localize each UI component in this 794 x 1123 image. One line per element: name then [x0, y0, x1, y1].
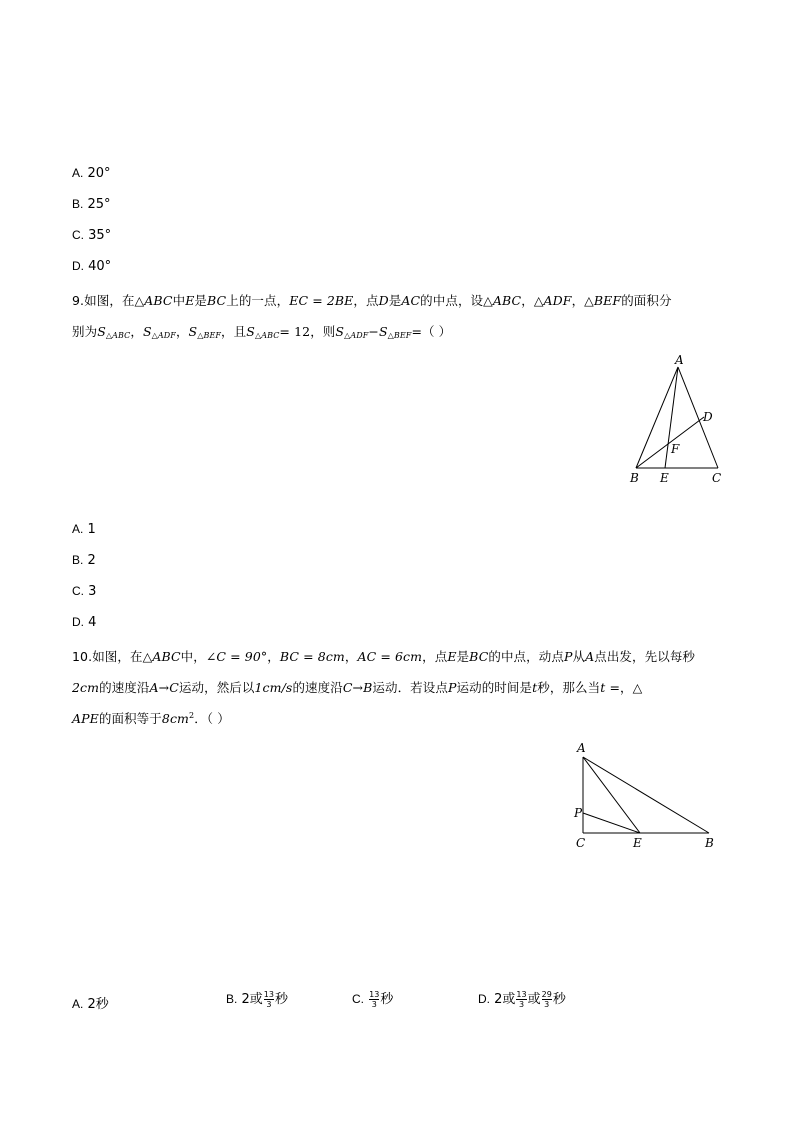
label-b: B	[705, 836, 714, 850]
math: S	[378, 324, 388, 339]
math: 8cm	[161, 711, 189, 726]
numerator: 29	[541, 990, 552, 999]
text: 的面积分	[621, 293, 672, 308]
text: 的中点，动点	[488, 649, 564, 664]
math: C→B	[342, 680, 373, 695]
denominator: 3	[369, 999, 379, 1009]
denominator: 3	[264, 999, 274, 1009]
q9-option-c[interactable]	[72, 584, 96, 599]
q9-figure	[620, 350, 730, 490]
math: BC = 8cm	[279, 649, 345, 664]
fraction	[264, 990, 274, 1009]
text: 如图，在	[92, 649, 143, 664]
q10-line-3	[72, 709, 230, 727]
numerator: 13	[369, 990, 380, 999]
triangle-symbol: △	[134, 293, 145, 308]
label-b: B	[630, 471, 639, 485]
math: S	[97, 324, 106, 339]
option-value: 35°	[88, 228, 112, 243]
text: 且	[233, 324, 247, 339]
segment-pe	[583, 813, 640, 833]
option-text: 2或	[241, 992, 263, 1007]
q10-option-a[interactable]	[72, 993, 109, 1012]
denominator: 3	[516, 999, 526, 1009]
q8-option-a[interactable]	[72, 166, 111, 181]
option-label: C.	[72, 228, 84, 242]
text: ，	[130, 324, 143, 339]
q8-option-d[interactable]	[72, 259, 111, 274]
option-text: 秒	[380, 992, 394, 1007]
q9-option-b[interactable]	[72, 553, 96, 568]
math: S	[246, 324, 255, 339]
text: 如图，在	[84, 293, 135, 308]
label-c: C	[712, 471, 722, 485]
q8-option-c[interactable]	[72, 228, 111, 243]
label-e: E	[660, 471, 669, 485]
option-label: A.	[72, 166, 84, 180]
label-c: C	[576, 836, 586, 850]
math: 2cm	[72, 680, 100, 695]
math: t	[532, 680, 538, 695]
question-number: 10.	[72, 649, 93, 664]
text: 点出发，先以每秒	[594, 649, 696, 664]
q9-option-a[interactable]	[72, 522, 96, 537]
math: D	[378, 293, 389, 308]
fraction	[516, 990, 526, 1009]
text: 别为	[72, 324, 98, 339]
text: 是	[456, 649, 470, 664]
math: 1cm/s	[254, 680, 293, 695]
label-p: P	[574, 806, 583, 820]
text: ，点	[353, 293, 379, 308]
q8-option-b[interactable]	[72, 197, 111, 212]
option-text: 秒	[274, 992, 288, 1007]
math: ABC	[492, 293, 522, 308]
option-label: D.	[478, 992, 490, 1006]
text: 中	[172, 293, 186, 308]
q9-line-2	[72, 322, 451, 340]
math: S	[335, 324, 345, 339]
denominator: 3	[542, 999, 552, 1009]
label-f: F	[671, 442, 680, 456]
label-e: E	[633, 836, 642, 850]
text: 是	[388, 293, 402, 308]
segment-ae	[583, 757, 640, 833]
triangle-symbol: △	[142, 649, 153, 664]
text: =（ ）	[411, 324, 452, 339]
option-label: B.	[72, 553, 84, 567]
math: ABC	[144, 293, 173, 308]
math: t =	[600, 680, 621, 695]
math: BC	[469, 649, 489, 664]
option-value: 2	[87, 553, 96, 568]
option-text: 2或	[494, 992, 516, 1007]
text: ，	[221, 324, 234, 339]
triangle-symbol: △	[483, 293, 493, 308]
subscript: △ADF	[344, 331, 369, 340]
text: 秒，那么当	[537, 680, 601, 695]
option-label: D.	[72, 259, 84, 273]
label-d: D	[703, 410, 713, 424]
label-a: A	[675, 353, 684, 367]
option-value: 20°	[87, 166, 111, 181]
option-value: 40°	[88, 259, 112, 274]
text: 上的一点，	[226, 293, 290, 308]
text: 中，	[180, 649, 206, 664]
text: 点	[434, 649, 448, 664]
text: ，	[267, 649, 280, 664]
option-value: 4	[88, 615, 97, 630]
subscript: △ADF	[151, 331, 176, 340]
fraction	[542, 990, 552, 1009]
math: ADF	[543, 293, 572, 308]
math: = 12	[279, 324, 311, 339]
math: BEF	[593, 293, 622, 308]
math: P	[447, 680, 457, 695]
text: ，	[571, 293, 585, 308]
option-label: C.	[72, 584, 84, 598]
q9-line-1	[72, 291, 672, 309]
math: A→C	[149, 680, 179, 695]
text: 的中点，设	[420, 293, 484, 308]
text: ，	[422, 649, 435, 664]
triangle-symbol: △	[584, 293, 594, 308]
subscript: △BEF	[197, 331, 222, 340]
q10-line-2	[72, 678, 642, 696]
math: AC = 6cm	[357, 649, 423, 664]
text: 从	[572, 649, 586, 664]
option-value: 1	[87, 522, 96, 537]
math: BC	[207, 293, 227, 308]
text: ，	[344, 649, 358, 664]
option-label: C.	[352, 992, 364, 1006]
math: AC	[401, 293, 421, 308]
math: E	[447, 649, 457, 664]
superscript: 2	[189, 710, 195, 720]
math: ABC	[152, 649, 181, 664]
q10-option-c[interactable]	[352, 988, 393, 1009]
math: E	[185, 293, 195, 308]
option-label: A.	[72, 522, 84, 536]
math: EC = 2BE	[289, 293, 354, 308]
q10-figure	[568, 738, 728, 856]
option-label: B.	[226, 992, 238, 1006]
triangle-symbol: △	[533, 293, 544, 308]
math: S	[188, 324, 198, 339]
segment-ab	[583, 757, 709, 833]
math: ∠C = 90°	[205, 649, 268, 664]
q10-line-1	[72, 647, 695, 665]
option-label: A.	[72, 997, 84, 1011]
math: −	[368, 324, 379, 339]
text: ，则	[310, 324, 336, 339]
text: 的速度沿	[99, 680, 150, 695]
numerator: 13	[263, 990, 274, 999]
text: 是	[194, 293, 208, 308]
option-label: B.	[72, 197, 84, 211]
option-text: 秒	[552, 992, 566, 1007]
subscript: △ABC	[254, 331, 280, 340]
text: 运动的时间是	[456, 680, 533, 695]
subscript: △ABC	[105, 331, 131, 340]
text: ，△	[620, 680, 643, 695]
text: 运动．若设点	[372, 680, 448, 695]
option-value: 3	[88, 584, 97, 599]
text: 的面积等于	[98, 711, 162, 726]
text: 运动，然后以	[178, 680, 255, 695]
text: 的速度沿	[292, 680, 343, 695]
option-value: 2秒	[87, 997, 109, 1012]
subscript: △BEF	[387, 331, 412, 340]
option-text: 或	[527, 992, 541, 1007]
text: ，	[175, 324, 189, 339]
math: S	[142, 324, 152, 339]
math: P	[563, 649, 573, 664]
text: ．（ ）	[194, 711, 230, 726]
math: APE	[72, 711, 99, 726]
option-value: 25°	[87, 197, 111, 212]
option-label: D.	[72, 615, 84, 629]
text: ，	[521, 293, 534, 308]
fraction	[369, 990, 379, 1009]
numerator: 13	[516, 990, 527, 999]
question-number: 9.	[72, 293, 85, 308]
q9-option-d[interactable]	[72, 615, 96, 630]
q10-option-d[interactable]	[478, 988, 566, 1009]
math: A	[585, 649, 595, 664]
q10-option-b[interactable]	[226, 988, 288, 1009]
label-a: A	[577, 741, 586, 755]
